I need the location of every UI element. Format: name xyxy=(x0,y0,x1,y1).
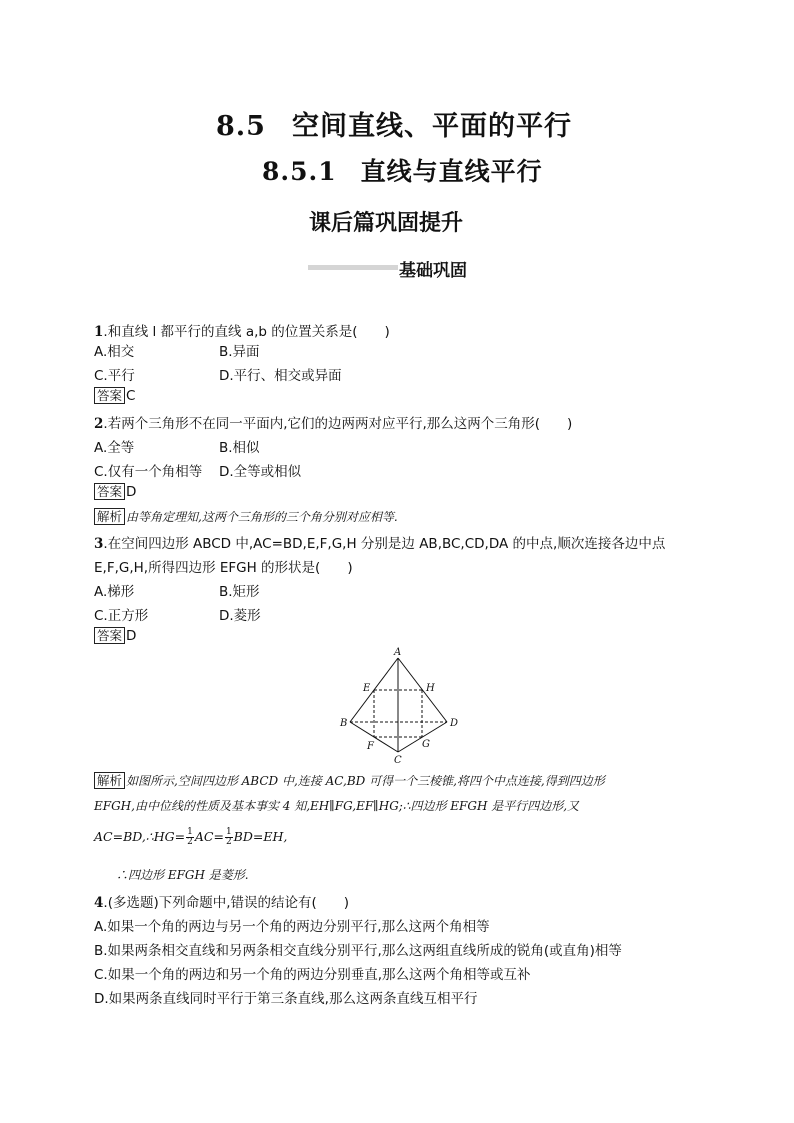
analysis-text-1: 如图所示,空间四边形 ABCD 中,连接 AC,BD 可得一个三棱锥,将四个中点连接,得到四边形 xyxy=(126,774,605,788)
answer-value: C xyxy=(126,388,136,404)
label-b: B xyxy=(340,718,348,729)
analysis-text: 由等角定理知,这两个三角形的三个角分别对应相等. xyxy=(126,510,398,524)
option-c: C.平行 xyxy=(94,368,135,384)
page-subtitle: 课后篇巩固提升 xyxy=(309,210,464,236)
option-c: C.如果一个角的两边和另一个角的两边分别垂直,那么这两个角相等或互补 xyxy=(94,967,531,983)
answer-line xyxy=(94,387,135,404)
label-h: H xyxy=(426,683,435,694)
analysis-line-1 xyxy=(94,772,605,789)
section-title-text: 直线与直线平行 xyxy=(360,157,543,186)
label-e: E xyxy=(363,683,371,694)
analysis-tag: 解析 xyxy=(94,772,125,789)
equation-part-2: AC= xyxy=(194,829,224,844)
question-stem: .若两个三角形不在同一平面内,它们的边两两对应平行,那么这两个三角形( ) xyxy=(103,416,573,432)
fraction-denominator: 2 xyxy=(225,837,232,847)
question-stem-line2: E,F,G,H,所得四边形 EFGH 的形状是( ) xyxy=(94,560,353,576)
question-4 xyxy=(94,891,349,911)
question-number: 3 xyxy=(94,536,104,552)
section-bar xyxy=(308,265,398,270)
analysis-conclusion: ∴四边形 EFGH 是菱形. xyxy=(116,868,249,882)
question-number: 4 xyxy=(94,895,104,911)
equation-part-1: AC=BD,∴HG= xyxy=(94,829,186,844)
label-d: D xyxy=(450,718,459,729)
question-number: 2 xyxy=(94,416,104,432)
answer-tag: 答案 xyxy=(94,387,125,404)
option-b: B.异面 xyxy=(219,344,260,360)
option-d: D.平行、相交或异面 xyxy=(219,368,342,384)
question-stem: .和直线 l 都平行的直线 a,b 的位置关系是( ) xyxy=(103,324,390,340)
answer-line xyxy=(94,627,136,644)
question-2 xyxy=(94,412,572,432)
option-d: D.全等或相似 xyxy=(219,464,302,480)
label-f: F xyxy=(367,741,374,752)
answer-line xyxy=(94,483,136,500)
tetrahedron-figure xyxy=(330,645,470,765)
answer-value: D xyxy=(126,628,137,644)
analysis-tag: 解析 xyxy=(94,508,125,525)
answer-value: D xyxy=(126,484,137,500)
label-a: A xyxy=(394,647,402,658)
fraction-denominator: 2 xyxy=(187,837,193,847)
option-c: C.正方形 xyxy=(94,608,149,624)
analysis-line xyxy=(94,508,398,525)
fraction-numerator: 1 xyxy=(225,827,232,837)
question-1 xyxy=(94,320,390,340)
answer-tag: 答案 xyxy=(94,627,125,644)
label-g: G xyxy=(422,739,430,750)
option-c: C.仅有一个角相等 xyxy=(94,464,203,480)
chapter-title-text: 空间直线、平面的平行 xyxy=(291,111,572,142)
section-number: 8.5.1 xyxy=(262,157,337,186)
option-d: D.菱形 xyxy=(219,608,261,624)
question-3 xyxy=(94,532,665,552)
option-b: B.矩形 xyxy=(219,584,260,600)
part-heading: 基础巩固 xyxy=(399,261,467,281)
label-c: C xyxy=(394,755,402,765)
question-stem-line1: .在空间四边形 ABCD 中,AC=BD,E,F,G,H 分别是边 AB,BC,CD,DA 的中点,顺次连接各边中点 xyxy=(103,536,666,552)
option-a: A.相交 xyxy=(94,344,135,360)
question-stem: .(多选题)下列命题中,错误的结论有( ) xyxy=(103,895,350,911)
fraction-half-2 xyxy=(225,828,233,847)
option-b: B.如果两条相交直线和另两条相交直线分别平行,那么这两组直线所成的锐角(或直角)相等 xyxy=(94,943,622,959)
option-d: D.如果两条直线同时平行于第三条直线,那么这两条直线互相平行 xyxy=(94,991,478,1007)
option-a: A.梯形 xyxy=(94,584,135,600)
option-a: A.全等 xyxy=(94,440,135,456)
fraction-numerator: 1 xyxy=(187,827,193,837)
question-number: 1 xyxy=(94,324,104,340)
equation-part-3: BD=EH, xyxy=(233,829,288,844)
chapter-title xyxy=(216,104,572,143)
analysis-equation xyxy=(94,828,287,847)
option-a: A.如果一个角的两边与另一个角的两边分别平行,那么这两个角相等 xyxy=(94,919,490,935)
answer-tag: 答案 xyxy=(94,483,125,500)
chapter-number: 8.5 xyxy=(216,111,266,142)
option-b: B.相似 xyxy=(219,440,260,456)
fraction-half xyxy=(186,828,194,847)
section-title xyxy=(262,152,543,188)
analysis-line-2: EFGH,由中位线的性质及基本事实 4 知,EH∥FG,EF∥HG;∴四边形 EFGH 是平行四边形,又 xyxy=(94,799,580,813)
